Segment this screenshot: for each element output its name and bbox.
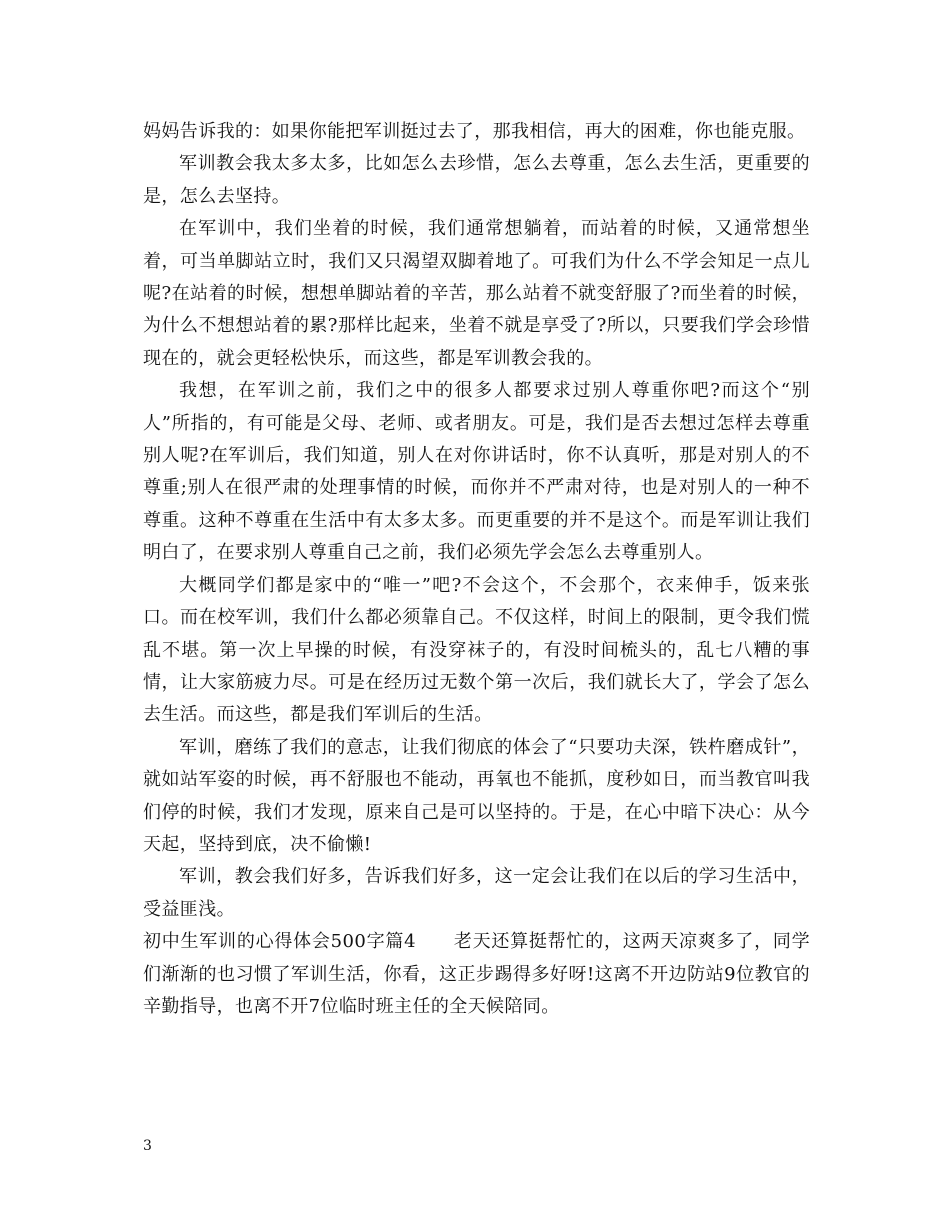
paragraph-7: 军训，教会我们好多，告诉我们好多，这一定会让我们在以后的学习生活中，受益匪浅。	[143, 866, 810, 920]
paragraph-3: 在军训中，我们坐着的时候，我们通常想躺着，而站着的时候，又通常想坐着，可当单脚站立时，我们又只渴望双脚着地了。可我们为什么不学会知足一点儿呢?在站着的时候，想想单脚站着的辛苦，那么站着不就变舒服了?而坐着的时候，为什么不想想站着的累?那样比起来，坐着不就是享受了?所以，只要我们学会珍惜现在的，就会更轻松快乐，而这些，都是军训教会我的。	[143, 218, 810, 369]
paragraph-2: 军训教会我太多太多，比如怎么去珍惜，怎么去尊重，怎么去生活，更重要的是，怎么去坚持。	[143, 153, 810, 207]
paragraph-6: 军训，磨练了我们的意志，让我们彻底的体会了“只要功夫深，铁杵磨成针”，就如站军姿的时候，再不舒服也不能动，再氧也不能抓，度秒如日，而当教官叫我们停的时候，我们才发现，原来自己是可以坚持的。于是，在心中暗下决心：从今天起，坚持到底，决不偷懒!	[143, 736, 810, 855]
paragraph-5: 大概同学们都是家中的“唯一”吧?不会这个，不会那个，衣来伸手，饭来张口。而在校军训，我们什么都必须靠自己。不仅这样，时间上的限制，更令我们慌乱不堪。第一次上早操的时候，有没穿袜子的，有没时间梳头的，乱七八糟的事情，让大家筋疲力尽。可是在经历过无数个第一次后，我们就长大了，学会了怎么去生活。而这些，都是我们军训后的生活。	[143, 574, 810, 726]
paragraph-4: 我想，在军训之前，我们之中的很多人都要求过别人尊重你吧?而这个“别人”所指的，有可能是父母、老师、或者朋友。可是，我们是否去想过怎样去尊重别人呢?在军训后，我们知道，别人在对你讲话时，你不认真听，那是对别人的不尊重;别人在很严肃的处理事情的时候，而你并不严肃对待，也是对别人的一种不尊重。这种不尊重在生活中有太多太多。而更重要的并不是这个。而是军训让我们明白了，在要求别人尊重自己之前，我们必须先学会怎么去尊重别人。	[143, 380, 810, 564]
paragraph-8: 初中生军训的心得体会500字篇4 老天还算挺帮忙的，这两天凉爽多了，同学们渐渐的也习惯了军训生活，你看，这正步踢得多好呀!这离不开边防站9位教官的辛勤指导，也离不开7位临时班主任的全天候陪同。	[143, 931, 810, 1017]
page-number: 3	[143, 1138, 152, 1154]
body-text	[143, 116, 810, 1023]
paragraph-1: 妈妈告诉我的：如果你能把军训挺过去了，那我相信，再大的困难，你也能克服。	[143, 121, 806, 142]
